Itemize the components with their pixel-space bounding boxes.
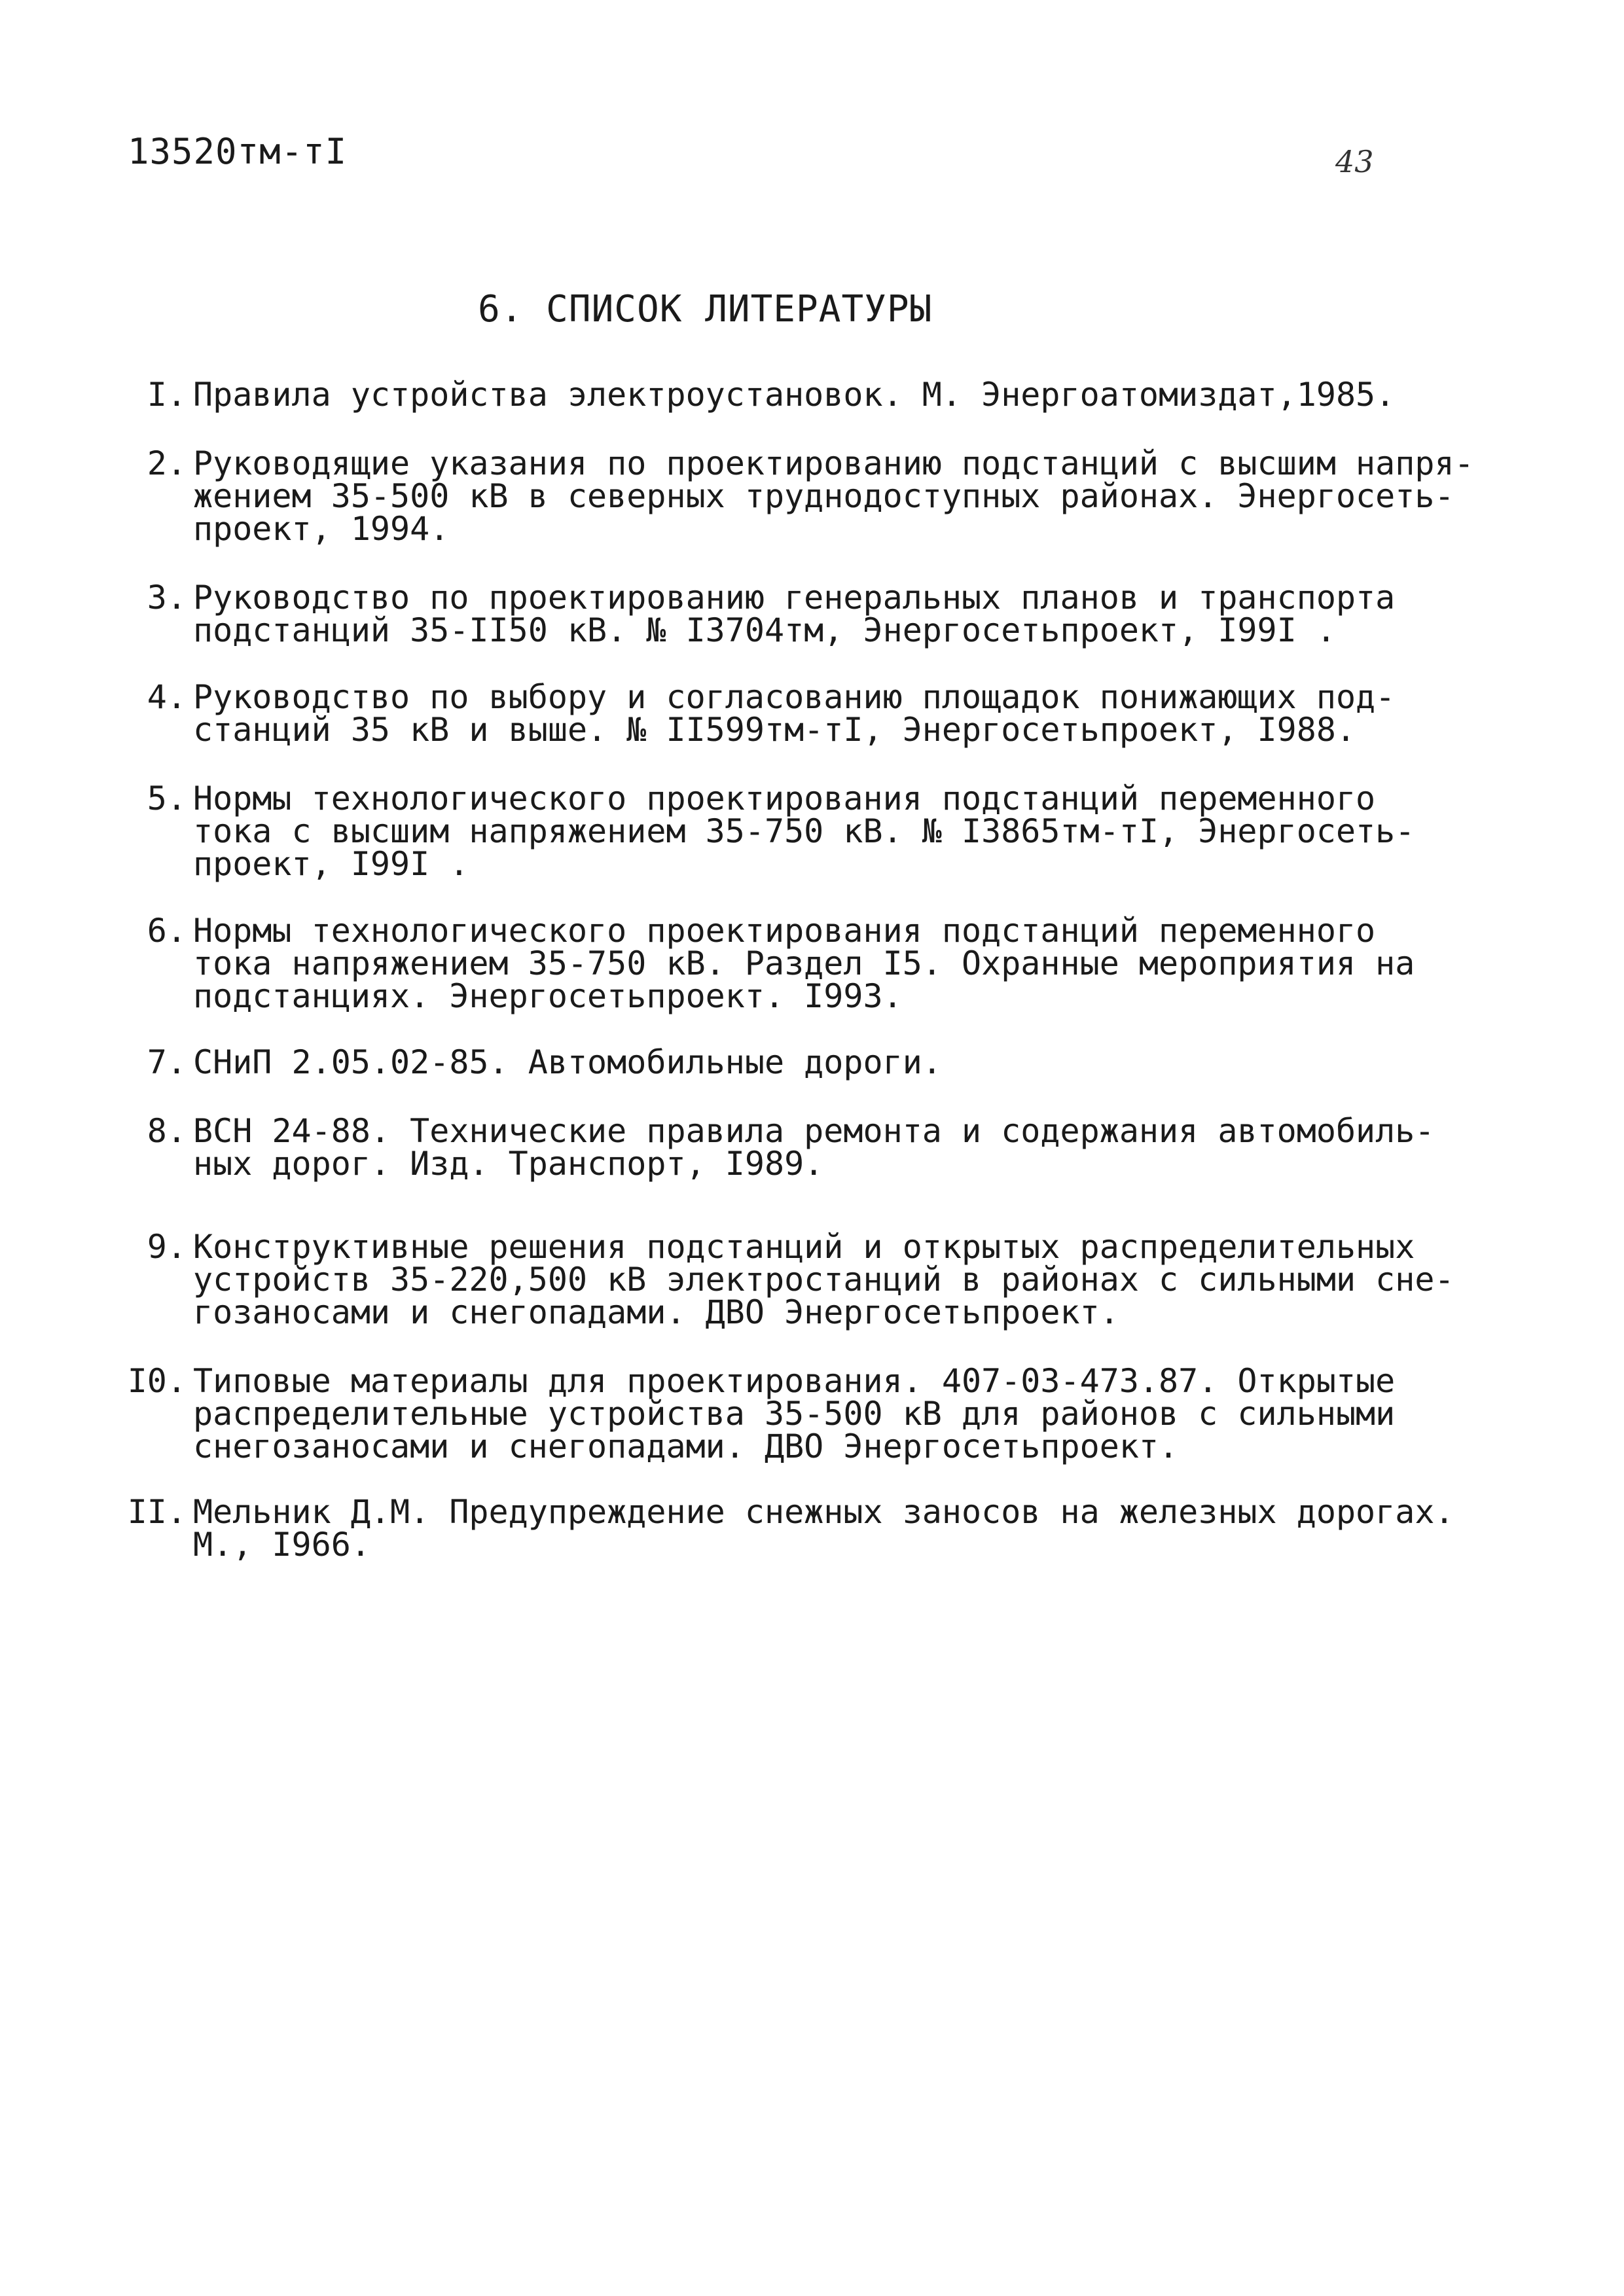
reference-number: 8. (147, 1112, 187, 1150)
reference-number: 9. (147, 1228, 187, 1266)
reference-number: 5. (147, 780, 187, 817)
reference-text: Правила устройства электроустановок. М. Энергоатомиздат,1985. (193, 376, 1396, 414)
reference-number: 7. (147, 1043, 187, 1081)
reference-number: I0. (127, 1362, 187, 1400)
reference-text: Мельник Д.М. Предупреждение снежных заносов на железных дорогах. М., I966. (193, 1493, 1454, 1564)
section-title: 6. СПИСОК ЛИТЕРАТУРЫ (478, 288, 933, 331)
reference-text: Руководство по выбору и согласованию площадок понижающих под- станций 35 кВ и выше. № II599тм-тI, Энергосетьпроект, I988. (193, 678, 1396, 749)
reference-text: СНиП 2.05.02-85. Автомобильные дороги. (193, 1043, 942, 1081)
page-number: 43 (1335, 144, 1374, 179)
reference-text: Руководящие указания по проектированию подстанций с высшим напря- жением 35-500 кВ в северных труднодоступных районах. Энергосеть- проект, 1994. (193, 444, 1474, 548)
reference-number: 4. (147, 678, 187, 716)
document-code: 13520тм-тI (128, 131, 348, 172)
reference-text: Руководство по проектированию генеральных планов и транспорта подстанций 35-II50 кВ. № I3704тм, Энергосетьпроект, I99I . (193, 579, 1396, 649)
reference-text: ВСН 24-88. Технические правила ремонта и содержания автомобиль- ных дорог. Изд. Транспорт, I989. (193, 1112, 1435, 1183)
reference-number: 6. (147, 912, 187, 950)
reference-text: Конструктивные решения подстанций и открытых распределительных устройств 35-220,500 кВ электростанций в районах с сильными сне- гозаносами и снегопадами. ДВО Энергосетьпроект. (193, 1228, 1454, 1331)
reference-text: Нормы технологического проектирования подстанций переменного тока напряжением 35-750 кВ. Раздел I5. Охранные мероприятия на подстанциях. Энергосетьпроект. I993. (193, 912, 1415, 1015)
reference-number: 2. (147, 444, 187, 482)
reference-text: Типовые материалы для проектирования. 407-03-473.87. Открытые распределительные устройства 35-500 кВ для районов с сильными снегозаносами и снегопадами. ДВО Энергосетьпроект. (193, 1362, 1396, 1465)
reference-number: I. (147, 376, 187, 414)
reference-number: 3. (147, 579, 187, 617)
reference-text: Нормы технологического проектирования подстанций переменного тока с высшим напряжением 35-750 кВ. № I3865тм-тI, Энергосеть- проект, I99I . (193, 780, 1415, 883)
reference-number: II. (127, 1493, 187, 1531)
